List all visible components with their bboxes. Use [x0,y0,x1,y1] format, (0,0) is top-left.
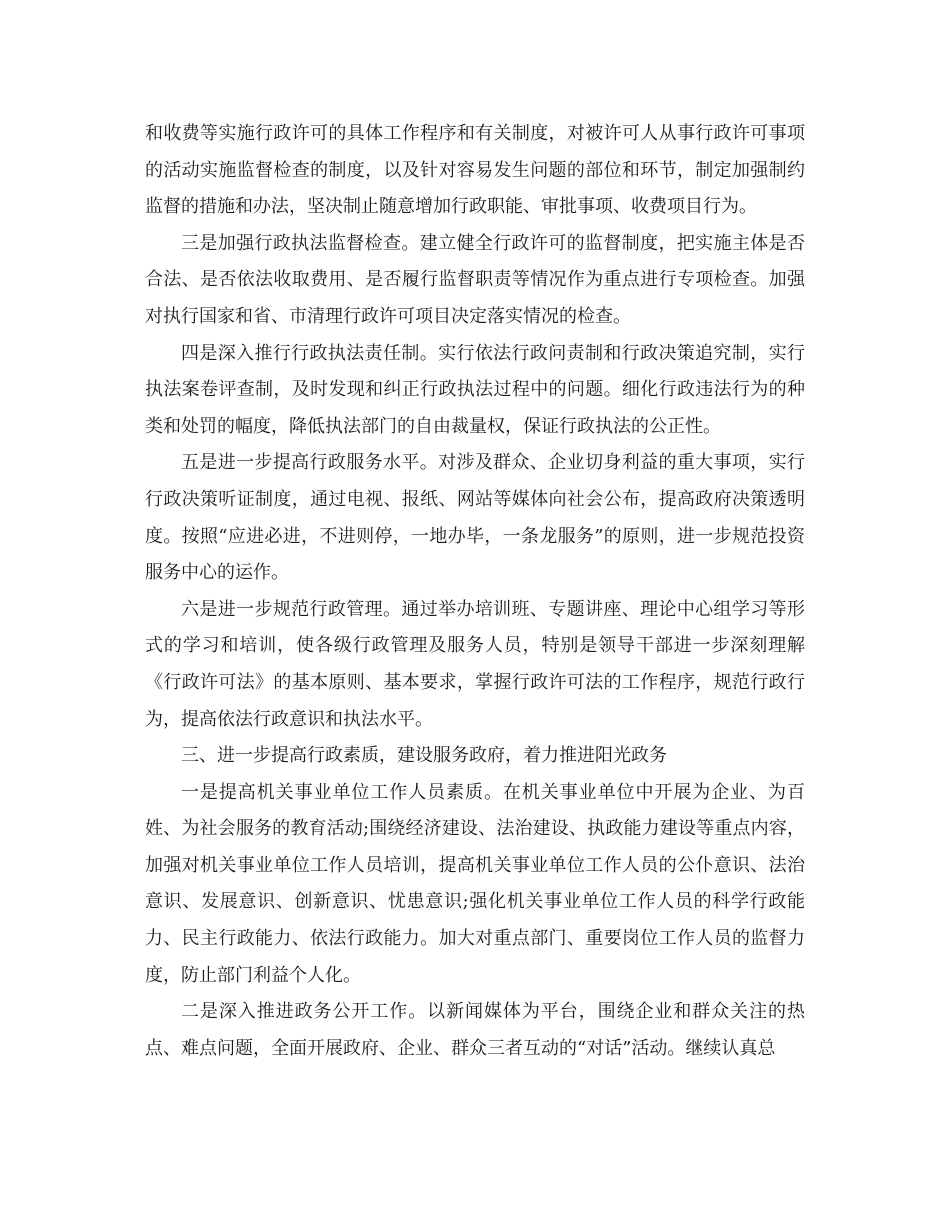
paragraph-6: 一是提高机关事业单位工作人员素质。在机关事业单位中开展为企业、为百姓、为社会服务的教育活动;围绕经济建设、法治建设、执政能力建设等重点内容，加强对机关事业单位工作人员培训，提高机关事业单位工作人员的公仆意识、法治意识、发展意识、创新意识、忧患意识;强化机关事业单位工作人员的科学行政能力、民主行政能力、依法行政能力。加大对重点部门、重要岗位工作人员的监督力度，防止部门利益个人化。 [145,781,805,986]
section-heading: 三、进一步提高行政素质，建设服务政府，着力推进阳光政务 [181,745,667,767]
paragraph-3: 四是深入推行行政执法责任制。实行依法行政问责制和行政决策追究制，实行执法案卷评查制，及时发现和纠正行政执法过程中的问题。细化行政违法行为的种类和处罚的幅度，降低执法部门的自由裁量权，保证行政执法的公正性。 [145,342,805,437]
paragraph-7: 二是深入推进政务公开工作。以新闻媒体为平台，围绕企业和群众关注的热点、难点问题，全面开展政府、企业、群众三者互动的“对话”活动。继续认真总 [145,1001,805,1059]
paragraph-4: 五是进一步提高行政服务水平。对涉及群众、企业切身利益的重大事项，实行行政决策听证制度，通过电视、报纸、网站等媒体向社会公布，提高政府决策透明度。按照“应进必进，不进则停，一地办毕，一条龙服务”的原则，进一步规范投资服务中心的运作。 [145,452,805,584]
paragraph-5: 六是进一步规范行政管理。通过举办培训班、专题讲座、理论中心组学习等形式的学习和培训，使各级行政管理及服务人员，特别是领导干部进一步深刻理解《行政许可法》的基本原则、基本要求，掌握行政许可法的工作程序，规范行政行为，提高依法行政意识和执法水平。 [145,598,805,730]
document-body [145,116,805,1067]
paragraph-1: 和收费等实施行政许可的具体工作程序和有关制度，对被许可人从事行政许可事项的活动实施监督检查的制度，以及针对容易发生问题的部位和环节，制定加强制约监督的措施和办法，坚决制止随意增加行政职能、审批事项、收费项目行为。 [145,123,805,218]
paragraph-2: 三是加强行政执法监督检查。建立健全行政许可的监督制度，把实施主体是否合法、是否依法收取费用、是否履行监督职责等情况作为重点进行专项检查。加强对执行国家和省、市清理行政许可项目决定落实情况的检查。 [145,232,805,327]
